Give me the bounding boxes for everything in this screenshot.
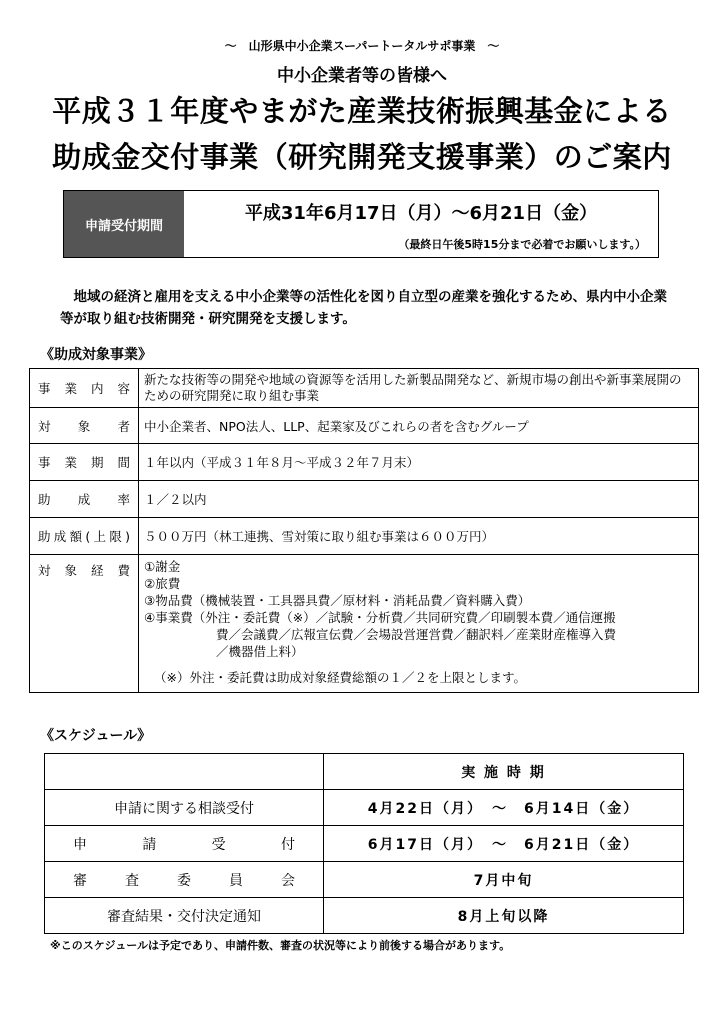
title-line-1: 平成３１年度やまがた産業技術振興基金による — [52, 94, 672, 128]
row-label: 事業内容 — [30, 369, 139, 408]
row-value: 中小企業者、NPO法人、LLP、起業家及びこれらの者を含むグループ — [139, 408, 699, 444]
subsidy-heading: 《助成対象事業》 — [40, 347, 152, 363]
schedule-footnote: ※このスケジュールは予定であり、申請件数、審査の状況等により前後する場合があります。 — [50, 939, 511, 952]
table-row — [30, 444, 699, 481]
schedule-label: 申請に関する相談受付 — [45, 790, 324, 826]
table-row — [45, 898, 684, 934]
row-label: 対象者 — [30, 408, 139, 444]
row-label: 対象経費 — [30, 555, 139, 693]
table-row — [30, 518, 699, 555]
schedule-value: 6月17日（月） ～ 6月21日（金） — [324, 826, 684, 862]
table-row — [45, 862, 684, 898]
schedule-heading: 《スケジュール》 — [40, 728, 152, 744]
table-row — [45, 790, 684, 826]
table-row — [45, 754, 684, 790]
application-period-label: 申請受付期間 — [64, 191, 184, 257]
row-value: 新たな技術等の開発や地域の資源等を活用した新製品開発など、新規市場の創出や新事業展開のための研究開発に取り組む事業 — [139, 369, 699, 408]
application-period-dates: 平成31年6月17日（月）～6月21日（金） — [244, 203, 598, 224]
row-value: １年以内（平成３１年８月～平成３２年７月末） — [139, 444, 699, 481]
program-line: ～ 山形県中小企業スーパートータルサポ事業 ～ — [224, 39, 500, 53]
schedule-label: 審査委員会 — [45, 862, 324, 898]
table-row — [30, 555, 699, 693]
table-row — [30, 369, 699, 408]
schedule-value: 8月上旬以降 — [324, 898, 684, 934]
table-row — [45, 826, 684, 862]
intro-paragraph: 地域の経済と雇用を支える中小企業等の活性化を図り自立型の産業を強化するため、県内中小企業等が取り組む技術開発・研究開発を支援します。 — [60, 289, 667, 327]
list-item: ①謝金 — [144, 559, 181, 574]
addressee: 中小企業者等の皆様へ — [277, 66, 447, 86]
title-line-2: 助成金交付事業（研究開発支援事業）のご案内 — [52, 140, 672, 174]
schedule-value: 4月22日（月） ～ 6月14日（金） — [324, 790, 684, 826]
list-item: ②旅費 — [144, 576, 181, 591]
application-period-box — [63, 190, 659, 258]
table-row — [30, 481, 699, 518]
list-item: ③物品費（機械装置・工具器具費／原材料・消耗品費／資料購入費） — [144, 593, 531, 608]
row-label: 事業期間 — [30, 444, 139, 481]
header-empty-cell — [45, 754, 324, 790]
row-label: 助成率 — [30, 481, 139, 518]
list-item: 費／会議費／広報宣伝費／会場設営運営費／翻訳料／産業財産権導入費 — [216, 627, 617, 642]
schedule-value: 7月中旬 — [324, 862, 684, 898]
schedule-table — [44, 753, 684, 934]
list-item: ④事業費（外注・委託費（※）／試験・分析費／共同研究費／印刷製本費／通信運搬 — [144, 610, 616, 625]
subsidy-table — [29, 368, 699, 693]
row-label: 助成額(上限) — [30, 518, 139, 555]
schedule-label: 審査結果・交付決定通知 — [45, 898, 324, 934]
row-value: ５００万円（林工連携、雪対策に取り組む事業は６００万円） — [139, 518, 699, 555]
application-period-note: （最終日午後5時15分まで必着でお願いします。） — [398, 238, 646, 251]
row-value — [139, 555, 699, 693]
cost-note: （※）外注・委託費は助成対象経費総額の１／２を上限とします。 — [154, 670, 526, 685]
schedule-label: 申請受付 — [45, 826, 324, 862]
list-item: ／機器借上料） — [216, 644, 304, 659]
row-value: １／２以内 — [139, 481, 699, 518]
cost-list — [144, 558, 693, 660]
table-row — [30, 408, 699, 444]
schedule-column-header: 実 施 時 期 — [324, 754, 684, 790]
